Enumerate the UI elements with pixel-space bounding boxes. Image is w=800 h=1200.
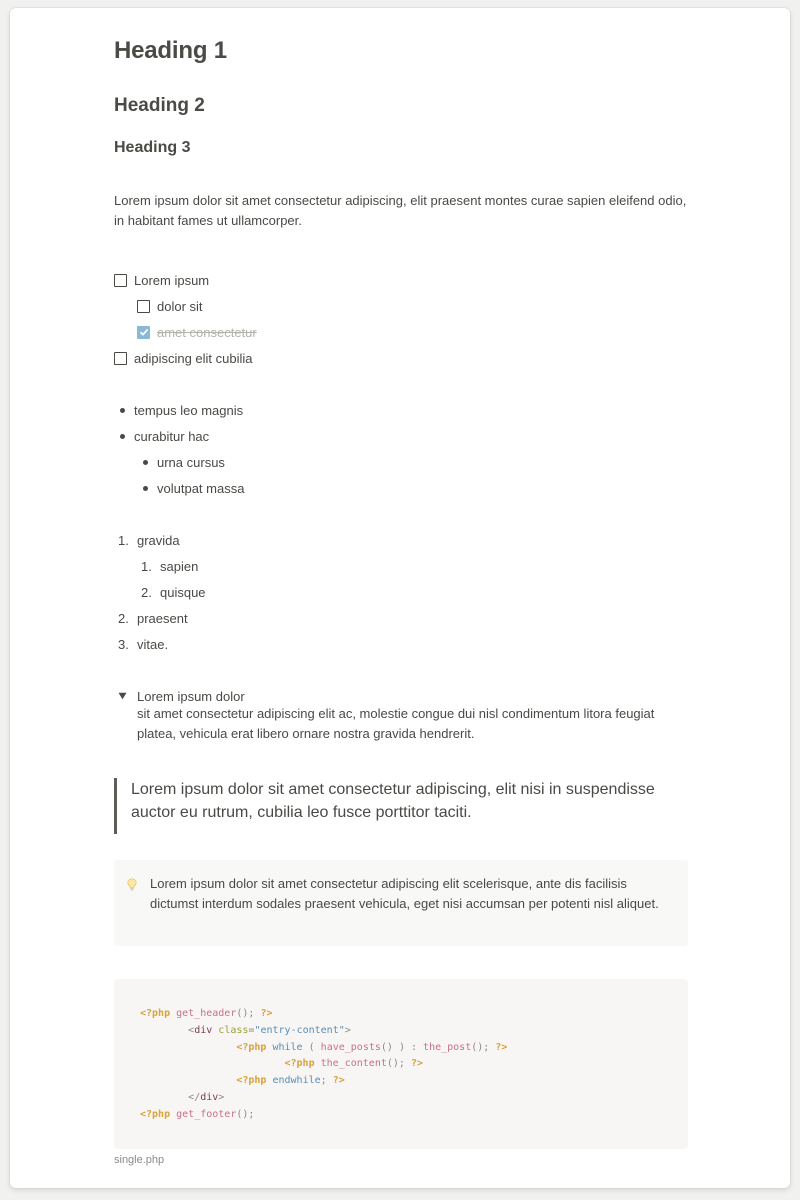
bullet-icon	[137, 460, 157, 465]
heading-3: Heading 3	[114, 139, 191, 156]
list-item	[114, 400, 243, 420]
list-number: 3.	[118, 636, 129, 652]
checkbox-checked[interactable]	[137, 326, 150, 339]
list-item	[137, 452, 225, 472]
todo-label: Lorem ipsum	[134, 272, 210, 288]
numbered-item	[137, 582, 206, 602]
todo-item-done[interactable]	[137, 322, 257, 342]
code-line: <?php the_content(); ?>	[284, 1058, 424, 1070]
todo-item[interactable]	[137, 296, 203, 316]
list-number: 2.	[141, 584, 152, 600]
checkbox-unchecked[interactable]	[114, 274, 127, 287]
callout-text: Lorem ipsum dolor sit amet consectetur adipiscing elit scelerisque, ante dis facilisis dictumst interdum sodales praesent vehicula, eget nisi accumsan per potenti nisl aliquet.	[150, 876, 659, 911]
list-number: 2.	[118, 610, 129, 626]
code-line: <?php while ( have_posts() ) : the_post(); ?>	[236, 1041, 508, 1053]
code-block[interactable]	[114, 979, 688, 1149]
todo-item[interactable]	[114, 270, 209, 290]
toggle-body: sit amet consectetur adipiscing elit ac, molestie congue dui nisl condimentum litora feugiat platea, vehicula erat libero ornare nostra gravida hendrerit.	[137, 706, 655, 741]
list-item-label: vitae.	[137, 636, 169, 652]
bullet-icon	[137, 486, 157, 491]
body-paragraph: Lorem ipsum dolor sit amet consectetur adipiscing, elit praesent montes curae sapien eleifend odio, in habitant fames ut ullamcorper.	[114, 193, 687, 228]
numbered-item	[114, 634, 168, 654]
list-number: 1.	[141, 558, 152, 574]
code-line: </div>	[188, 1091, 225, 1103]
numbered-item	[114, 608, 188, 628]
heading-2: Heading 2	[114, 95, 205, 116]
list-item-label: quisque	[160, 584, 206, 600]
toggle-header[interactable]	[114, 686, 245, 706]
code-line: <?php endwhile; ?>	[236, 1075, 345, 1087]
list-item-label: gravida	[137, 532, 180, 548]
toggle-title: Lorem ipsum dolor	[137, 688, 245, 704]
code-caption: single.php	[114, 1154, 165, 1166]
todo-label: amet consectetur	[157, 324, 257, 340]
lightbulb-icon	[127, 877, 137, 897]
list-item-label: tempus leo magnis	[134, 402, 244, 418]
todo-label: dolor sit	[157, 298, 203, 314]
checkmark-icon	[139, 327, 149, 337]
todo-item[interactable]	[114, 348, 253, 368]
numbered-item	[114, 530, 180, 550]
numbered-item	[137, 556, 198, 576]
code-line: <div class="entry-content">	[188, 1024, 351, 1036]
list-item	[137, 478, 244, 498]
list-item-label: volutpat massa	[157, 480, 245, 496]
triangle-down-icon[interactable]	[114, 692, 137, 700]
bullet-icon	[114, 434, 134, 439]
code-line: <?php get_footer();	[140, 1108, 255, 1120]
todo-label: adipiscing elit cubilia	[134, 350, 253, 366]
bullet-icon	[114, 408, 134, 413]
list-item	[114, 426, 209, 446]
checkbox-unchecked[interactable]	[137, 300, 150, 313]
document-page	[10, 8, 790, 1188]
callout-block	[114, 860, 688, 946]
heading-1: Heading 1	[114, 37, 227, 64]
list-item-label: urna cursus	[157, 454, 225, 470]
list-item-label: praesent	[137, 610, 188, 626]
list-item-label: sapien	[160, 558, 199, 574]
code-line: <?php get_header(); ?>	[140, 1008, 273, 1019]
list-number: 1.	[118, 532, 129, 548]
checkbox-unchecked[interactable]	[114, 352, 127, 365]
list-item-label: curabitur hac	[134, 428, 210, 444]
blockquote: Lorem ipsum dolor sit amet consectetur adipiscing, elit nisi in suspendisse auctor eu rutrum, cubilia leo fusce porttitor taciti.	[114, 778, 688, 834]
